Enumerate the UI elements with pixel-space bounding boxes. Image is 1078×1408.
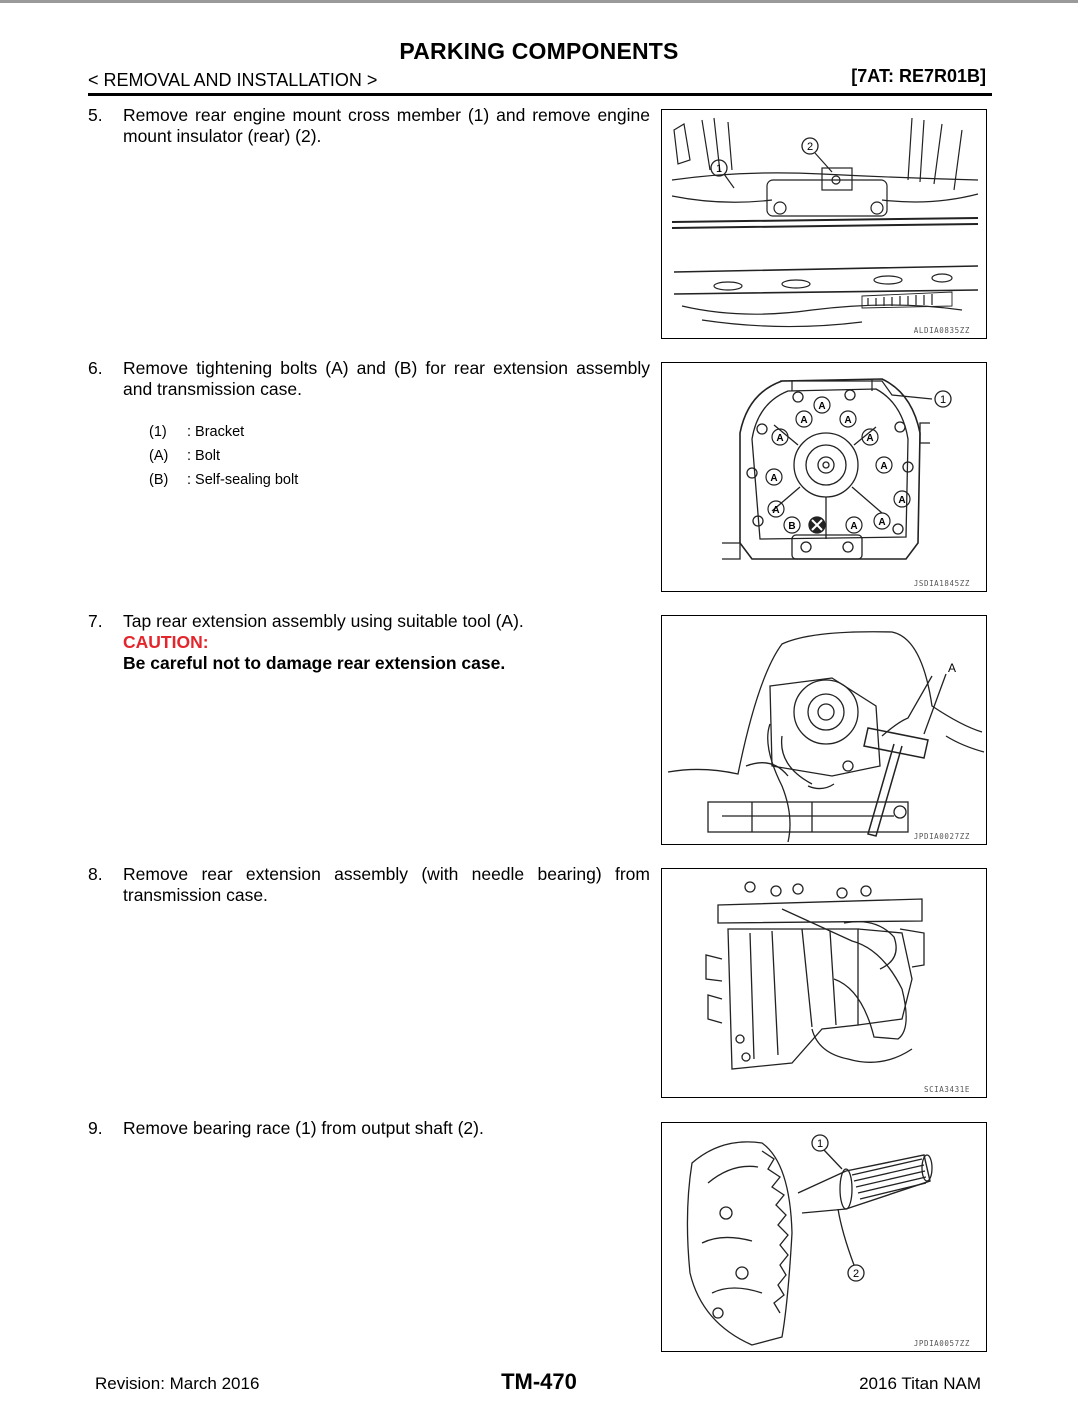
- svg-text:A: A: [878, 517, 886, 528]
- svg-text:A: A: [880, 461, 888, 472]
- figure-id: JPDIA0057ZZ: [913, 1339, 970, 1348]
- svg-text:A: A: [898, 495, 906, 506]
- figure-id: SCIA3431E: [923, 1085, 970, 1094]
- crossmember-illustration: [662, 110, 987, 339]
- bolt-a-label: A: [818, 401, 826, 412]
- step-text: Remove tightening bolts (A) and (B) for rear extension assembly and transmission case.: [123, 358, 650, 399]
- figure-step-6: [661, 362, 987, 592]
- step-9: [88, 1118, 650, 1139]
- callout-1: 1: [816, 1138, 824, 1150]
- footer-revision: Revision: March 2016: [95, 1374, 260, 1393]
- figure-step-8: [661, 868, 987, 1098]
- legend-row: (A) : Bolt: [149, 448, 221, 464]
- svg-text:A: A: [776, 433, 784, 444]
- caution-label: CAUTION:: [123, 632, 209, 652]
- step-6: [88, 358, 650, 492]
- step-number: 8.: [88, 864, 103, 884]
- svg-text:A: A: [770, 473, 778, 484]
- footer-page-number: TM-470: [501, 1369, 577, 1394]
- step-text: Remove bearing race (1) from output shaft (2).: [123, 1118, 484, 1138]
- bolt-b-label: B: [788, 521, 796, 532]
- figure-step-5: [661, 109, 987, 339]
- section-code: [7AT: RE7R01B]: [851, 66, 986, 86]
- figure-step-9: [661, 1122, 987, 1352]
- step-text: Remove rear engine mount cross member (1) and remove engine mount insulator (rear) (2).: [123, 105, 650, 146]
- step-text: Remove rear extension assembly (with needle bearing) from transmission case.: [123, 864, 650, 905]
- step-8: [88, 864, 650, 906]
- svg-text:A: A: [800, 415, 808, 426]
- breadcrumb: < REMOVAL AND INSTALLATION >: [88, 70, 378, 90]
- tap-with-hammer-illustration: [662, 616, 987, 845]
- figure-id: JSDIA1845ZZ: [913, 579, 970, 588]
- callout-1: 1: [715, 163, 723, 175]
- page-title: PARKING COMPONENTS: [399, 38, 679, 64]
- svg-text:A: A: [850, 521, 858, 532]
- svg-text:A: A: [866, 433, 874, 444]
- step-number: 7.: [88, 611, 103, 631]
- step-7: [88, 611, 650, 674]
- callout-2: 2: [852, 1268, 860, 1280]
- step-number: 6.: [88, 358, 103, 378]
- step-5: [88, 105, 650, 147]
- caution-text: Be careful not to damage rear extension case.: [123, 653, 506, 673]
- legend: [149, 420, 650, 492]
- remove-extension-illustration: [662, 869, 987, 1098]
- figure-id: ALDIA0835ZZ: [913, 326, 970, 335]
- step-text: Tap rear extension assembly using suitable tool (A).: [123, 611, 524, 631]
- top-border: [0, 0, 1078, 3]
- svg-text:A: A: [772, 505, 780, 516]
- output-shaft-illustration: [662, 1123, 987, 1352]
- svg-text:A: A: [844, 415, 852, 426]
- figure-step-7: [661, 615, 987, 845]
- callout-1: 1: [939, 394, 947, 406]
- callout-a: A: [948, 661, 957, 675]
- callout-2: 2: [806, 141, 814, 153]
- figure-id: JPDIA0027ZZ: [913, 832, 970, 841]
- rear-extension-bolts-illustration: [662, 363, 987, 592]
- header-rule: [88, 93, 992, 96]
- footer-model: 2016 Titan NAM: [859, 1374, 981, 1393]
- step-number: 9.: [88, 1118, 103, 1138]
- step-number: 5.: [88, 105, 103, 125]
- legend-row: (B) : Self-sealing bolt: [149, 472, 299, 488]
- legend-row: (1) : Bracket: [149, 424, 245, 440]
